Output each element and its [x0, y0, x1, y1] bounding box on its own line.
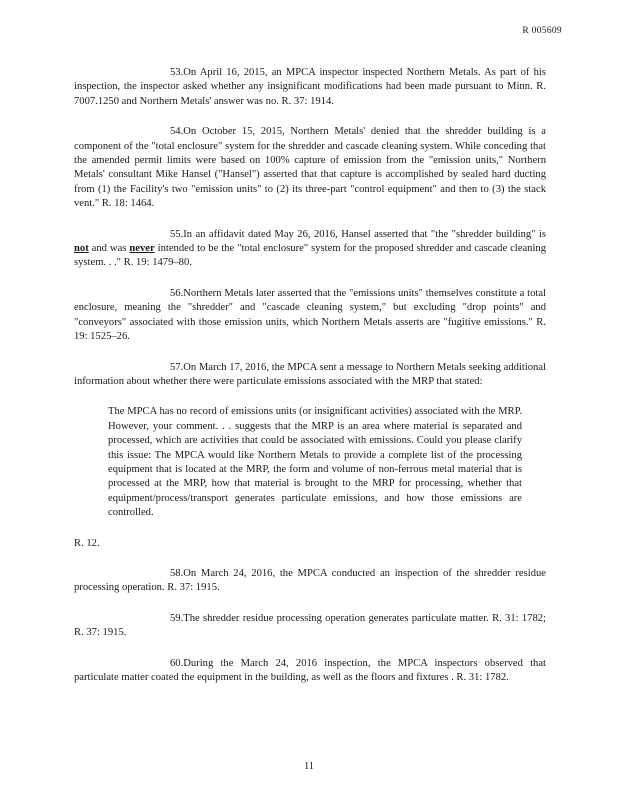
paragraph-text: On March 17, 2016, the MPCA sent a message to Northern Metals seeking additional information about whether there were particulate emissions associated with the MRP that stated: [74, 361, 546, 387]
paragraph-text: On October 15, 2015, Northern Metals' denied that the shredder building is a component of the "total enclosure" system for the shredder and cascade cleaning system. While conceding that the amended permit limits were based on 100% capture of emission from the "emission units," Northern Metals' consultant Mike Hansel ("Hansel") asserted that that capture is accomplished by sealed hard ducting from (1) the Facility's two "emission units" to (2) its three-part "control equipment" and then to (3) the stack vent." R. 18: 1464. [74, 126, 546, 210]
bates-number: R 005609 [522, 26, 562, 36]
page-number: 11 [303, 761, 315, 772]
quote-citation: R. 12. [74, 537, 100, 549]
paragraph-number: 58. [170, 567, 184, 579]
paragraph-text: During the March 24, 2016 inspection, the MPCA inspectors observed that particulate matter coated the equipment in the building, as well as the floors and fixtures . R. 31: 1782. [74, 657, 546, 683]
paragraph-59 [74, 612, 546, 641]
paragraph-number: 60. [170, 657, 184, 669]
paragraph-54 [74, 125, 546, 211]
document-body [74, 66, 546, 701]
paragraph-58 [74, 567, 546, 596]
paragraph-number: 54. [170, 126, 184, 138]
paragraph-57 [74, 361, 546, 390]
paragraph-text: Northern Metals later asserted that the "emissions units" themselves constitute a total enclosure, meaning the "shredder" and "cascade cleaning system," but excluding "drop points" and "conveyors" associated with those emission units, which Northern Metals asserts are "fugitive emissions." R. 19: 1525–26. [74, 287, 546, 343]
paragraph-number: 56. [170, 287, 184, 299]
paragraph-53 [74, 66, 546, 109]
paragraph-text: The shredder residue processing operation generates particulate matter. R. 31: 1782; R. 37: 1915. [74, 612, 546, 639]
paragraph-60 [74, 657, 546, 686]
paragraph-text: On March 24, 2016, the MPCA conducted an inspection of the shredder residue processing operation. R. 37: 1915. [74, 567, 546, 594]
paragraph-56 [74, 287, 546, 345]
paragraph-text-mid: and was [88, 243, 130, 255]
paragraph-text-post: intended to be the "total enclosure" system for the proposed shredder and cascade cleaning system. . ." R. 19: 1479–80. [74, 243, 546, 269]
paragraph-text-pre: In an affidavit dated May 26, 2016, Hansel asserted that "the "shredder building" is [183, 228, 546, 240]
block-quote: The MPCA has no record of emissions units (or insignificant activities) associated with the MRP. However, your comment. . . suggests that the MRP is an area where material is separated and processed, which are activities that could be associated with emissions. Could you please clarify this issue: The MPCA would like Northern Metals to provide a complete list of the processing equipment that is located at the MRP, the form and volume of non-ferrous metal material that is processed at the MRP, how that material is brought to the MRP for processing, whether that equipment/process/transport generates particulate emissions, and how those emissions are controlled. [108, 406, 522, 519]
emphasis-never: never [129, 243, 155, 255]
paragraph-number: 57. [170, 361, 184, 373]
paragraph-55 [74, 228, 546, 271]
paragraph-number: 59. [170, 612, 184, 624]
emphasis-not: not [74, 243, 89, 255]
paragraph-text: On April 16, 2015, an MPCA inspector inspected Northern Metals. As part of his inspection, the inspector asked whether any insignificant modifications had been made pursuant to Minn. R. 7007.1250 and Northern Metals' answer was no. R. 37: 1914. [74, 67, 546, 107]
paragraph-number: 53. [170, 67, 184, 78]
paragraph-number: 55. [170, 228, 184, 240]
